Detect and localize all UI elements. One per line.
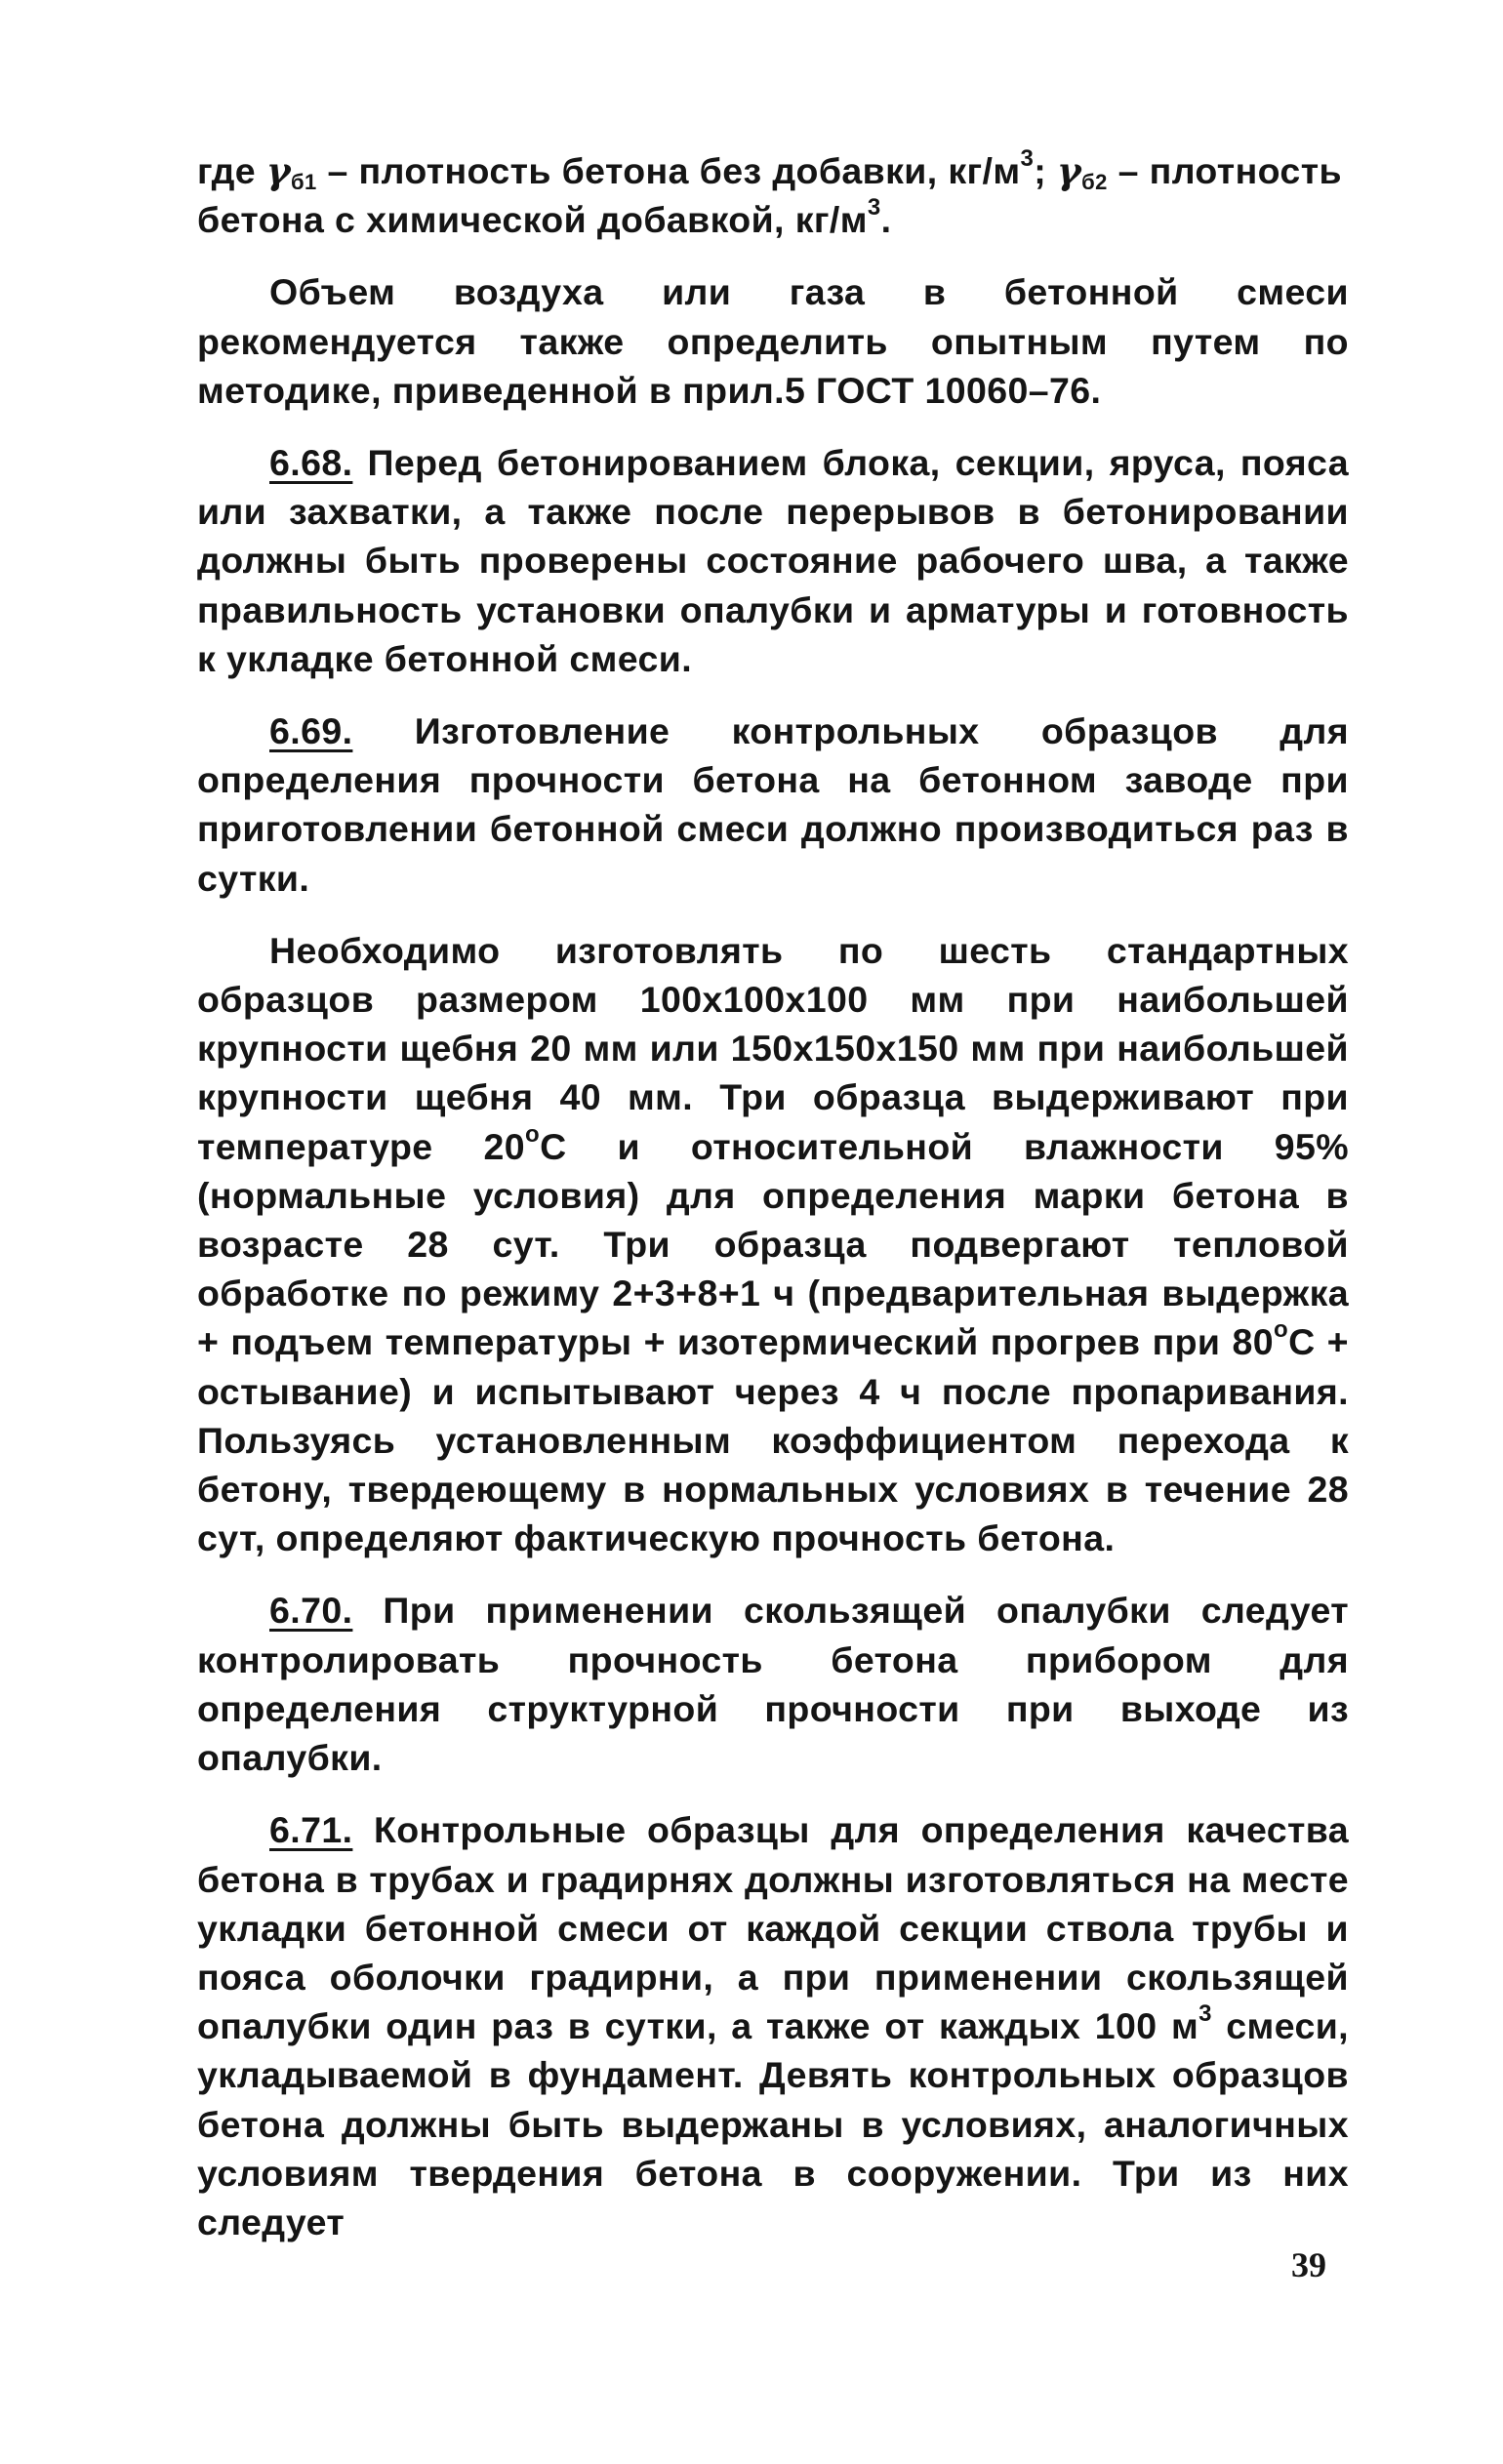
text-fragment: .	[880, 199, 892, 241]
subscript: б2	[1081, 170, 1108, 194]
section-6-71	[197, 1805, 1349, 2246]
superscript: 3	[867, 194, 881, 222]
paragraph-air-volume: Объем воздуха или газа в бетонной смеси рекомендуется также определить опытным путем по методике, приведенной в прил.5 ГОСТ 10060–76.	[197, 271, 1349, 411]
text-fragment: – плотность бетона без добавки, кг/м	[316, 150, 1021, 191]
paragraph-samples	[197, 926, 1349, 1563]
section-number: 6.71.	[269, 1809, 353, 1851]
superscript: 3	[1020, 145, 1035, 172]
section-text: Перед бетонированием блока, секции, яруса, пояса или захватки, а также после перерывов в бетонировании должны быть проверены состояние рабочего шва, а также правильность установки опалубки и арматуры и готовность к укладке бетонной смеси.	[197, 442, 1349, 679]
text-block	[197, 146, 1349, 2246]
section-text: Контрольные образцы для определения качества бетона в трубах и градирнях должны изготовляться на месте укладки бетонной смеси от каждой секции ствола трубы и пояса оболочки градирни, а при применении скользящей опалубки один раз в сутки, а также от каждых 100 м	[197, 1809, 1349, 2047]
section-text: При применении скользящей опалубки следует контролировать прочность бетона прибором для определения структурной прочности при выходе из опалубки.	[197, 1590, 1349, 1779]
superscript: 3	[1198, 2000, 1212, 2028]
section-6-68	[197, 438, 1349, 683]
degree-mark: о	[525, 1120, 541, 1148]
text-fragment: ;	[1034, 150, 1057, 191]
section-text: смеси, укладываемой в фундамент. Девять контрольных образцов бетона должны быть выдержаны в условиях, аналогичных условиям твердения бетона в сооружении. Три из них следует	[197, 2005, 1349, 2242]
text-fragment: – плотность бетона с химической добавкой, кг/м	[197, 150, 1342, 241]
page-number: 39	[1291, 2245, 1326, 2284]
text-fragment: С + остывание) и испытывают через 4 ч после пропаривания. Пользуясь установленным коэффициентом перехода к бетону, твердеющему в нормальных условиях в течение 28 сут, определяют фактическую прочность бетона.	[197, 1321, 1349, 1559]
formula-legend	[197, 146, 1349, 244]
text-fragment: С и относительной влажности 95% (нормальные условия) для определения марки бетона в возрасте 28 сут. Три образца подвергают тепловой обработке по режиму 2+3+8+1 ч (предварительная выдержка + подъем температуры + изотермический прогрев при 80	[197, 1125, 1349, 1363]
gamma-symbol: γ	[1056, 149, 1082, 192]
text-fragment: Необходимо изготовлять по шесть стандартных образцов размером 100х100х100 мм при наибольшей крупности щебня 20 мм или 150х150х150 мм при наибольшей крупности щебня 40 мм. Три образца выдерживают при температуре 20	[197, 929, 1349, 1167]
subscript: б1	[291, 170, 317, 194]
section-number: 6.68.	[269, 442, 353, 484]
gamma-symbol: γ	[265, 149, 292, 192]
section-text: Изготовление контрольных образцов для определения прочности бетона на бетонном заводе при приготовлении бетонной смеси должно производиться раз в сутки.	[197, 710, 1349, 899]
section-6-69	[197, 707, 1349, 903]
section-6-70	[197, 1586, 1349, 1782]
text-fragment: где	[197, 150, 266, 191]
section-number: 6.69.	[269, 710, 353, 752]
degree-mark: о	[1274, 1316, 1289, 1344]
section-number: 6.70.	[269, 1590, 353, 1632]
